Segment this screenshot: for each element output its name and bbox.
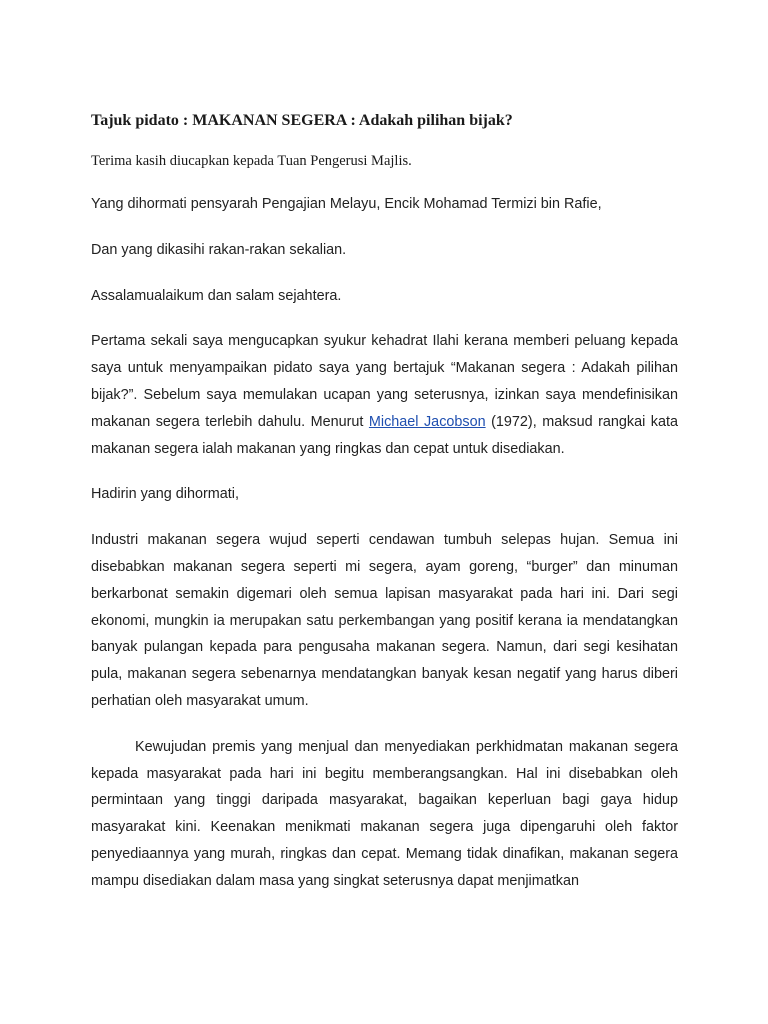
paragraph-industry: Industri makanan segera wujud seperti cendawan tumbuh selepas hujan. Semua ini disebabkan makanan segera seperti mi segera, ayam goreng, “burger” dan minuman berkarbonat semakin digemari oleh semua lapisan masyarakat pada hari ini. Dari segi ekonomi, mungkin ia merupakan satu perkembangan yang positif kerana ia mendatangkan banyak pulangan kepada para pengusaha makanan segera. Namun, dari segi kesihatan pula, makanan segera sebenarnya mendatangkan banyak kesan negatif yang harus diberi perhatian oleh masyarakat umum.	[91, 532, 678, 709]
paragraph-premises: Kewujudan premis yang menjual dan menyediakan perkhidmatan makanan segera kepada masyarakat pada hari ini begitu memberangsangkan. Hal ini disebabkan oleh permintaan yang tinggi daripada masyarakat, bagaikan keperluan bagi gaya hidup masyarakat kini. Keenakan menikmati makanan segera juga dipengaruhi oleh faktor penyediaannya yang murah, ringkas dan cepat. Memang tidak dinafikan, makanan segera mampu disediakan dalam masa yang singkat seterusnya dapat menjimatkan	[91, 738, 678, 889]
greeting-lecturer: Yang dihormati pensyarah Pengajian Melayu, Encik Mohamad Termizi bin Rafie,	[91, 196, 602, 212]
salutation: Assalamualaikum dan salam sejahtera.	[91, 287, 342, 304]
document-body	[91, 110, 678, 914]
document-title: Tajuk pidato : MAKANAN SEGERA : Adakah pilihan bijak?	[91, 112, 513, 129]
address-audience: Hadirin yang dihormati,	[91, 486, 239, 503]
paragraph-introduction-text-end: (1972), maksud rangkai kata makanan segera ialah makanan yang ringkas dan cepat untuk disediakan.	[91, 413, 678, 457]
greeting-chair: Terima kasih diucapkan kepada Tuan Pengerusi Majlis.	[91, 153, 412, 169]
paragraph-introduction	[91, 328, 678, 462]
michael-jacobson-link[interactable]: Michael Jacobson	[368, 413, 486, 430]
paragraph-introduction-text: Pertama sekali saya mengucapkan syukur kehadrat Ilahi kerana memberi peluang kepada saya untuk menyampaikan pidato saya yang bertajuk “Makanan segera : Adakah pilihan bijak?”. Sebelum saya memulakan ucapan yang seterusnya, izinkan saya mendefinisikan makanan segera terlebih dahulu. Menurut	[91, 333, 678, 430]
greeting-friends: Dan yang dikasihi rakan-rakan sekalian.	[91, 241, 347, 258]
